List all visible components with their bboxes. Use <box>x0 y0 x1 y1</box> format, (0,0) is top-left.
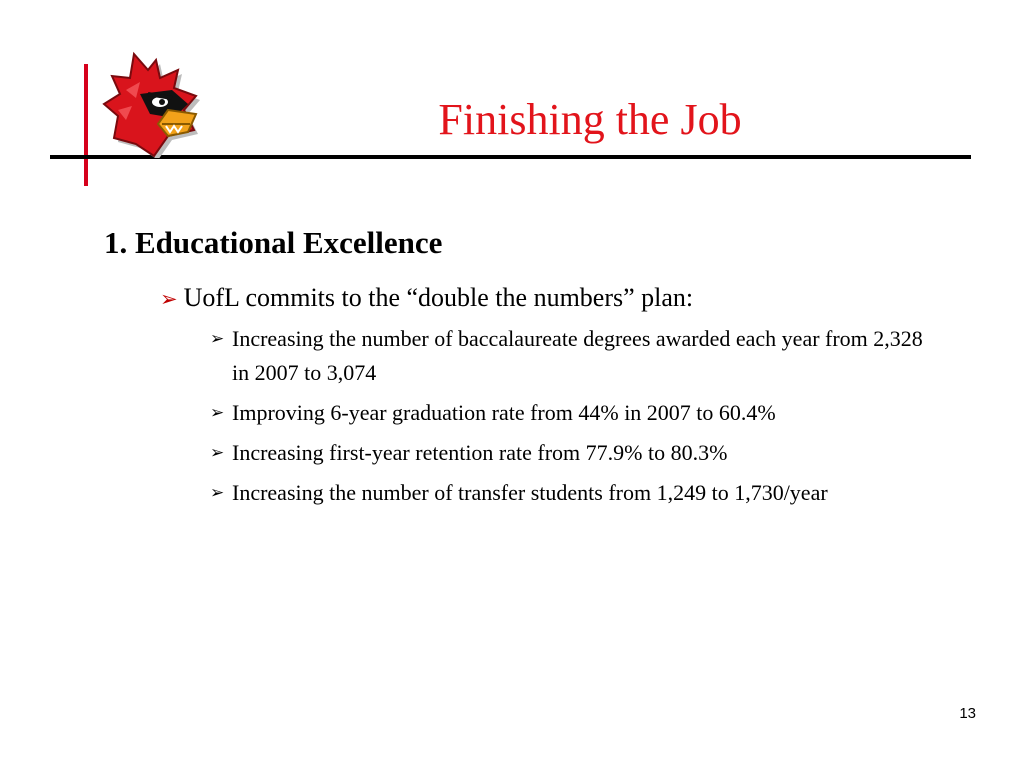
accent-vertical-line <box>84 64 88 186</box>
arrow-bullet-icon: ➢ <box>210 443 225 462</box>
page-number: 13 <box>959 705 976 722</box>
sub-bullet <box>210 396 930 430</box>
sub-bullet-text: Increasing the number of transfer students from 1,249 to 1,730/year <box>232 480 828 505</box>
sub-bullet <box>210 436 930 470</box>
sub-bullet-list <box>210 322 930 516</box>
level1-bullet <box>160 280 693 317</box>
arrow-bullet-icon: ➢ <box>210 329 225 348</box>
arrow-bullet-icon: ➢ <box>210 403 225 422</box>
arrow-bullet-icon: ➢ <box>210 483 225 502</box>
section-heading: 1. Educational Excellence <box>104 225 443 260</box>
arrow-bullet-icon: ➢ <box>160 287 178 311</box>
cardinal-bird-logo-icon <box>96 40 202 158</box>
sub-bullet-text: Increasing first-year retention rate from 77.9% to 80.3% <box>232 440 728 465</box>
sub-bullet <box>210 322 930 390</box>
sub-bullet-text: Increasing the number of baccalaureate degrees awarded each year from 2,328 in 2007 to 3,074 <box>232 326 923 385</box>
level1-bullet-text: UofL commits to the “double the numbers” plan: <box>183 283 694 312</box>
sub-bullet <box>210 476 930 510</box>
slide-title: Finishing the Job <box>438 95 742 144</box>
sub-bullet-text: Improving 6-year graduation rate from 44% in 2007 to 60.4% <box>232 400 776 425</box>
